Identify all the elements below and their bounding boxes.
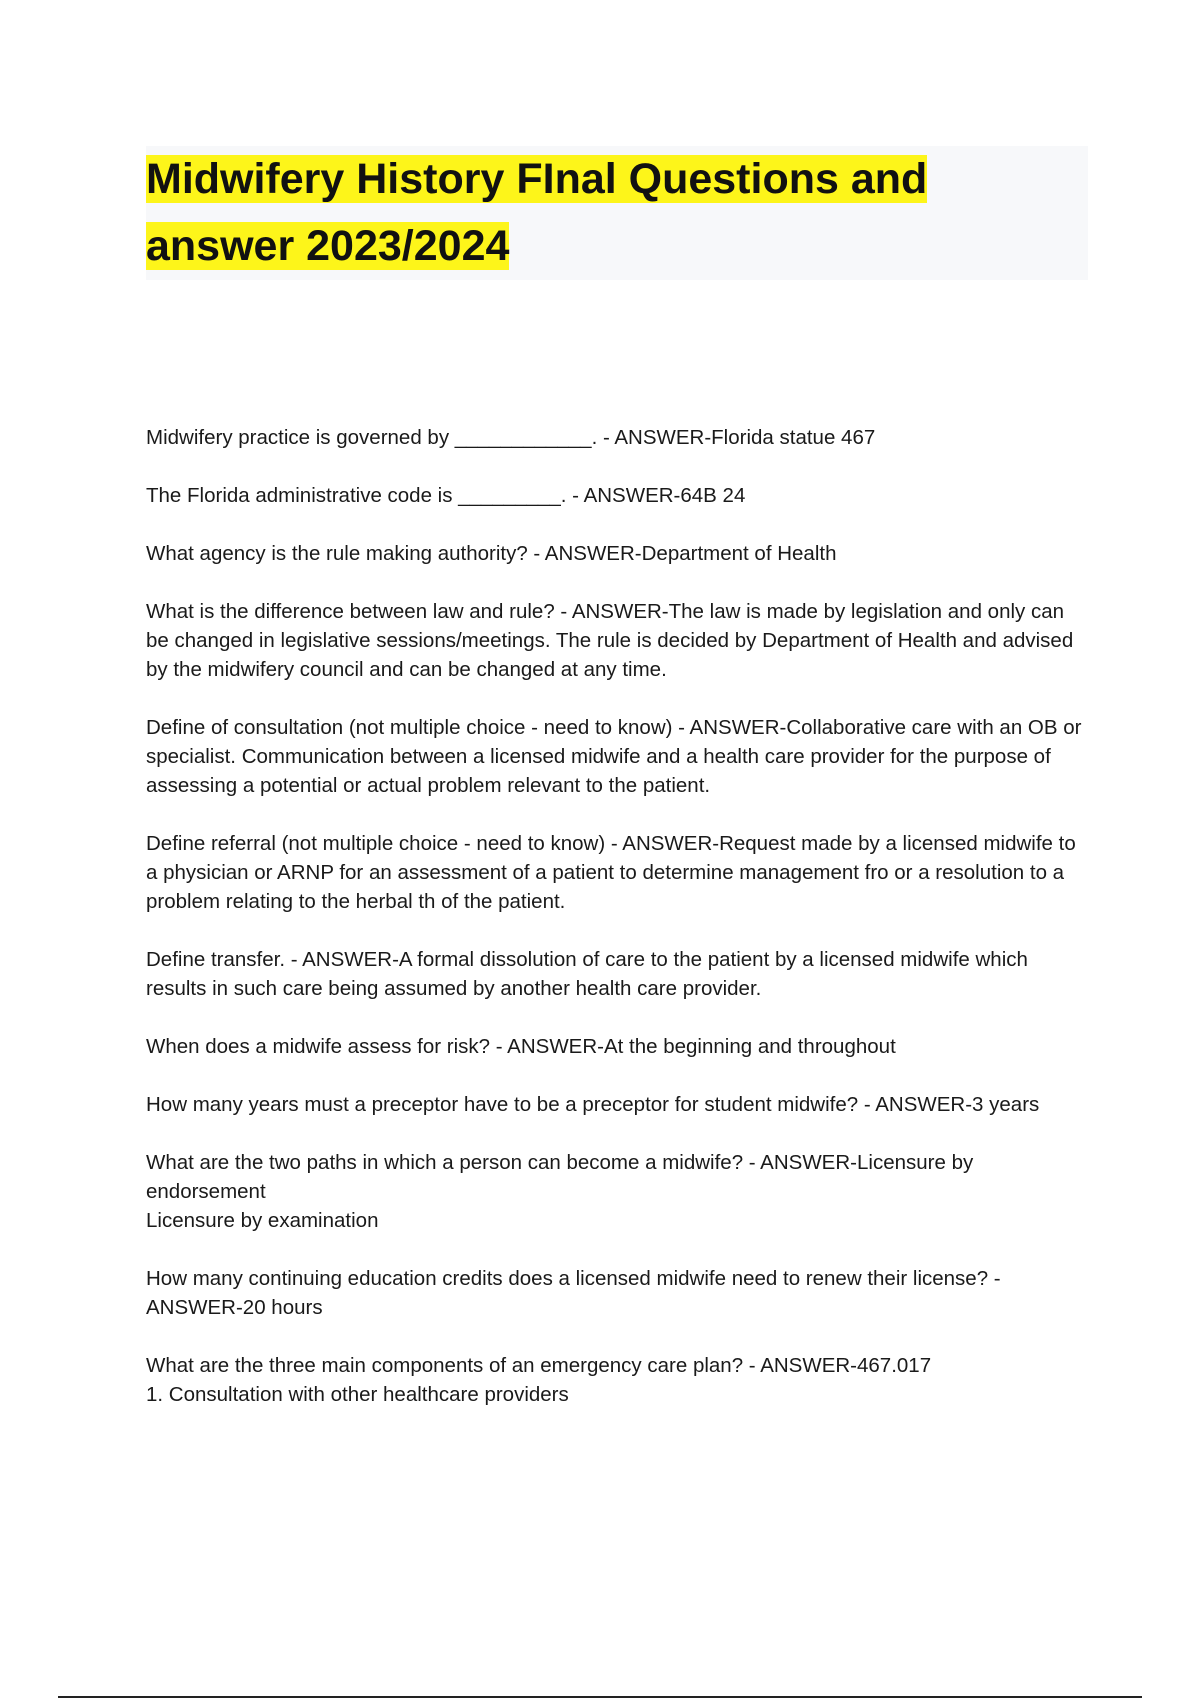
qa-item: The Florida administrative code is _________. - ANSWER-64B 24 [146,484,746,507]
qa-item: What are the two paths in which a person can become a midwife? - ANSWER-Licensure by endorsement Licensure by examination [146,1151,974,1232]
qa-list [146,423,1086,1438]
document-title [146,146,1046,280]
title-line-2: answer 2023/2024 [146,222,510,270]
qa-item: How many continuing education credits does a licensed midwife need to renew their license? - ANSWER-20 hours [146,1267,1001,1319]
footer-divider [58,1696,1142,1698]
qa-item: When does a midwife assess for risk? - ANSWER-At the beginning and throughout [146,1035,896,1058]
title-line-1: Midwifery History FInal Questions and [146,155,928,203]
qa-item: How many years must a preceptor have to be a preceptor for student midwife? - ANSWER-3 years [146,1093,1040,1116]
qa-item: Define transfer. - ANSWER-A formal dissolution of care to the patient by a licensed midwife which results in such care being assumed by another health care provider. [146,948,1028,1000]
qa-item: What is the difference between law and rule? - ANSWER-The law is made by legislation and only can be changed in legislative sessions/meetings. The rule is decided by Department of Health and advised by the midwifery council and can be changed at any time. [146,600,1074,681]
title-block [146,146,1088,280]
qa-item: Define of consultation (not multiple choice - need to know) - ANSWER-Collaborative care with an OB or specialist. Communication between a licensed midwife and a health care provider for the purpose of assessing a potential or actual problem relevant to the patient. [146,716,1082,797]
qa-item: What agency is the rule making authority? - ANSWER-Department of Health [146,542,837,565]
qa-item: What are the three main components of an emergency care plan? - ANSWER-467.017 1. Consultation with other healthcare providers [146,1354,932,1406]
qa-item: Define referral (not multiple choice - need to know) - ANSWER-Request made by a licensed midwife to a physician or ARNP for an assessment of a patient to determine management fro or a resolution to a problem relating to the herbal th of the patient. [146,832,1076,913]
qa-item: Midwifery practice is governed by ____________. - ANSWER-Florida statue 467 [146,426,876,449]
